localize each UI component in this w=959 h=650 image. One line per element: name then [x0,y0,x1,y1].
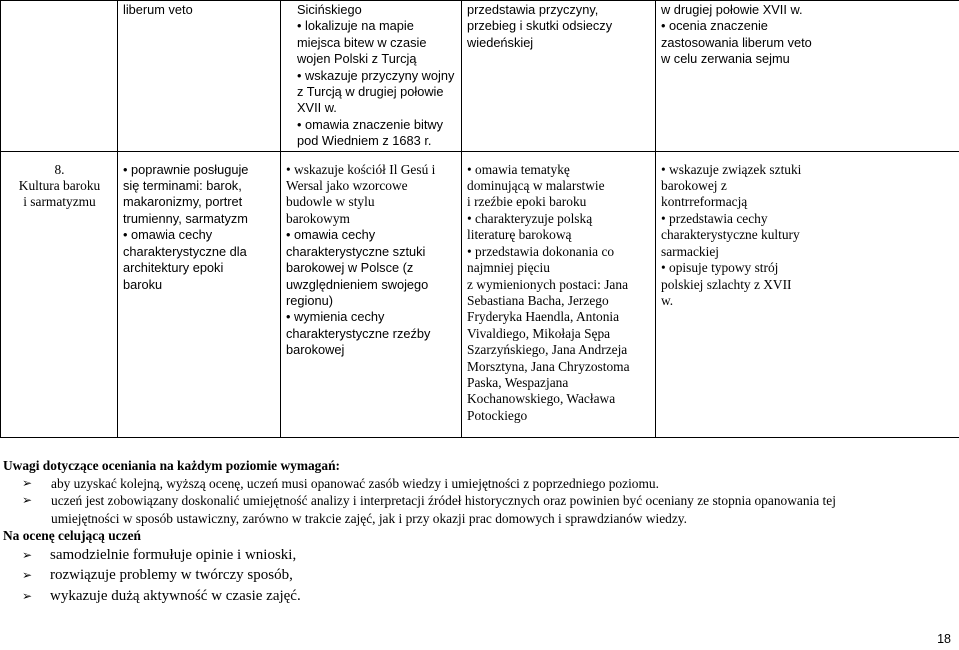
celujaca-text: samodzielnie formułuje opinie i wnioski, [50,546,297,563]
cell-line: pod Wiedniem z 1683 r. [297,133,432,149]
cell-line: charakterystyczne sztuki [286,243,426,259]
cell-line: i rzeźbie epoki baroku [467,194,587,210]
cell-line: charakterystyczne rzeźby [286,325,431,341]
cell-line: barokowej [286,342,345,358]
cell-grade3-continuation [281,1,462,152]
cell-line: Vivaldiego, Mikołaja Sępa [467,325,611,341]
cell-line: • wymienia cechy [286,309,385,325]
cell-grade2 [118,151,281,437]
cell-line: wiedeńskiej [467,34,534,50]
cell-line: się terminami: barok, [123,178,242,194]
note-text: uczeń jest zobowiązany doskonalić umiejętność analizy i interpretacji źródeł historycznych oraz powinien być oceniany ze stopnia opanowania tej [51,493,836,508]
cell-line: • omawia tematykę [467,161,570,177]
cell-grade4 [462,151,656,437]
table-row-continuation [1,1,959,152]
topic-number: 8. [54,161,65,177]
celujaca-text: wykazuje dużą aktywność w czasie zajęć. [50,587,301,604]
notes-heading: Uwagi dotyczące oceniania na każdym poziomie wymagań: [3,458,340,473]
cell-grade4-continuation [462,1,656,152]
cell-line: zastosowania liberum veto [661,34,812,50]
celujaca-list [0,545,955,607]
cell-line: w. [661,292,674,308]
cell-line: z wymienionych postaci: Jana [467,276,629,292]
note-continuation: umiejętności w sposób ustawiczny, zarówno w trakcie zajęć, jak i przy okazji prac domowych i sprawdzianów wiedzy. [51,510,687,526]
cell-topic-continuation [1,1,118,152]
cell-line: • przedstawia dokonania co [467,243,615,259]
cell-line: Paska, Wespazjana [467,374,569,390]
cell-line: • lokalizuje na mapie [297,18,414,34]
cell-line: XVII w. [297,100,337,116]
cell-line: sarmackiej [661,243,719,259]
arrow-bullet-icon: ➢ [22,475,33,490]
arrow-bullet-icon: ➢ [22,547,33,562]
cell-line: w celu zerwania sejmu [661,51,790,67]
cell-line: polskiej szlachty z XVII [661,276,792,292]
cell-line: • opisuje typowy strój [661,260,779,276]
cell-line: baroku [123,276,163,292]
cell-line: Potockiego [467,407,528,423]
arrow-bullet-icon: ➢ [22,588,33,603]
cell-line: charakterystyczne kultury [661,227,800,243]
cell-line: • poprawnie posługuje [123,161,249,177]
note-item [0,492,955,510]
cell-line: • wskazuje kościół Il Gesú i [286,161,436,177]
cell-line: • omawia cechy [123,227,213,243]
table-row-topic-8 [1,151,959,437]
topic-title-line: i sarmatyzmu [23,194,96,210]
cell-topic [1,151,118,437]
cell-line: miejsca bitew w czasie [297,34,427,50]
page-number: 18 [937,632,951,646]
note-text: aby uzyskać kolejną, wyższą ocenę, uczeń musi opanować zasób wiedzy i umiejętności z poprzedniego poziomu. [51,475,659,491]
cell-grade2-continuation [118,1,281,152]
cell-text: liberum veto [123,2,193,17]
cell-line: przebieg i skutki odsieczy [467,18,613,34]
cell-grade5-continuation [656,1,959,152]
cell-line: Sebastiana Bacha, Jerzego [467,292,609,308]
arrow-bullet-icon: ➢ [22,493,33,507]
cell-line: kontrreformacją [661,194,748,210]
cell-line: • wskazuje przyczyny wojny [297,67,455,83]
cell-line: przedstawia przyczyny, [467,2,599,17]
arrow-bullet-icon: ➢ [22,568,33,582]
cell-line: z Turcją w drugiej połowie [297,84,444,100]
cell-line: wojen Polski z Turcją [297,51,417,67]
celujaca-item [0,545,955,566]
grading-notes [0,457,955,606]
cell-line: trumienny, sarmatyzm [123,210,248,226]
cell-grade3 [281,151,462,437]
celujaca-item [0,565,955,586]
cell-line: • omawia znaczenie bitwy [297,116,444,132]
cell-line: • ocenia znaczenie [661,18,768,34]
cell-line: • przedstawia cechy [661,210,768,226]
cell-line: Kochanowskiego, Wacława [467,391,616,407]
cell-line: charakterystyczne dla [123,243,247,259]
cell-line: barokowym [286,210,350,226]
cell-line: • wskazuje związek sztuki [661,161,802,177]
cell-line: Sicińskiego [297,2,362,17]
cell-line: barokowej w Polsce (z [286,260,414,276]
note-item [0,475,955,493]
cell-line: makaronizmy, portret [123,194,243,210]
celujaca-heading: Na ocenę celującą uczeń [3,528,141,543]
cell-line: Fryderyka Haendla, Antonia [467,309,620,325]
cell-line: Szarzyńskiego, Jana Andrzeja [467,342,628,358]
celujaca-text: rozwiązuje problemy w twórczy sposób, [50,567,293,583]
cell-line: Morsztyna, Jana Chryzostoma [467,358,630,374]
celujaca-item [0,586,955,607]
cell-line: uwzględnieniem swojego [286,276,429,292]
cell-line: najmniej pięciu [467,260,550,276]
cell-line: Wersal jako wzorcowe [286,178,408,194]
cell-line: • charakteryzuje polską [467,210,593,226]
cell-line: w drugiej połowie XVII w. [661,2,803,17]
topic-title-line: Kultura baroku [18,178,101,194]
cell-line: budowle w stylu [286,194,375,210]
cell-line: barokowej z [661,178,727,194]
cell-grade5 [656,151,959,437]
cell-line: architektury epoki [123,260,224,276]
cell-line: literaturę barokową [467,227,572,243]
cell-line: • omawia cechy [286,227,376,243]
cell-line: dominującą w malarstwie [467,178,605,194]
cell-line: regionu) [286,292,333,308]
